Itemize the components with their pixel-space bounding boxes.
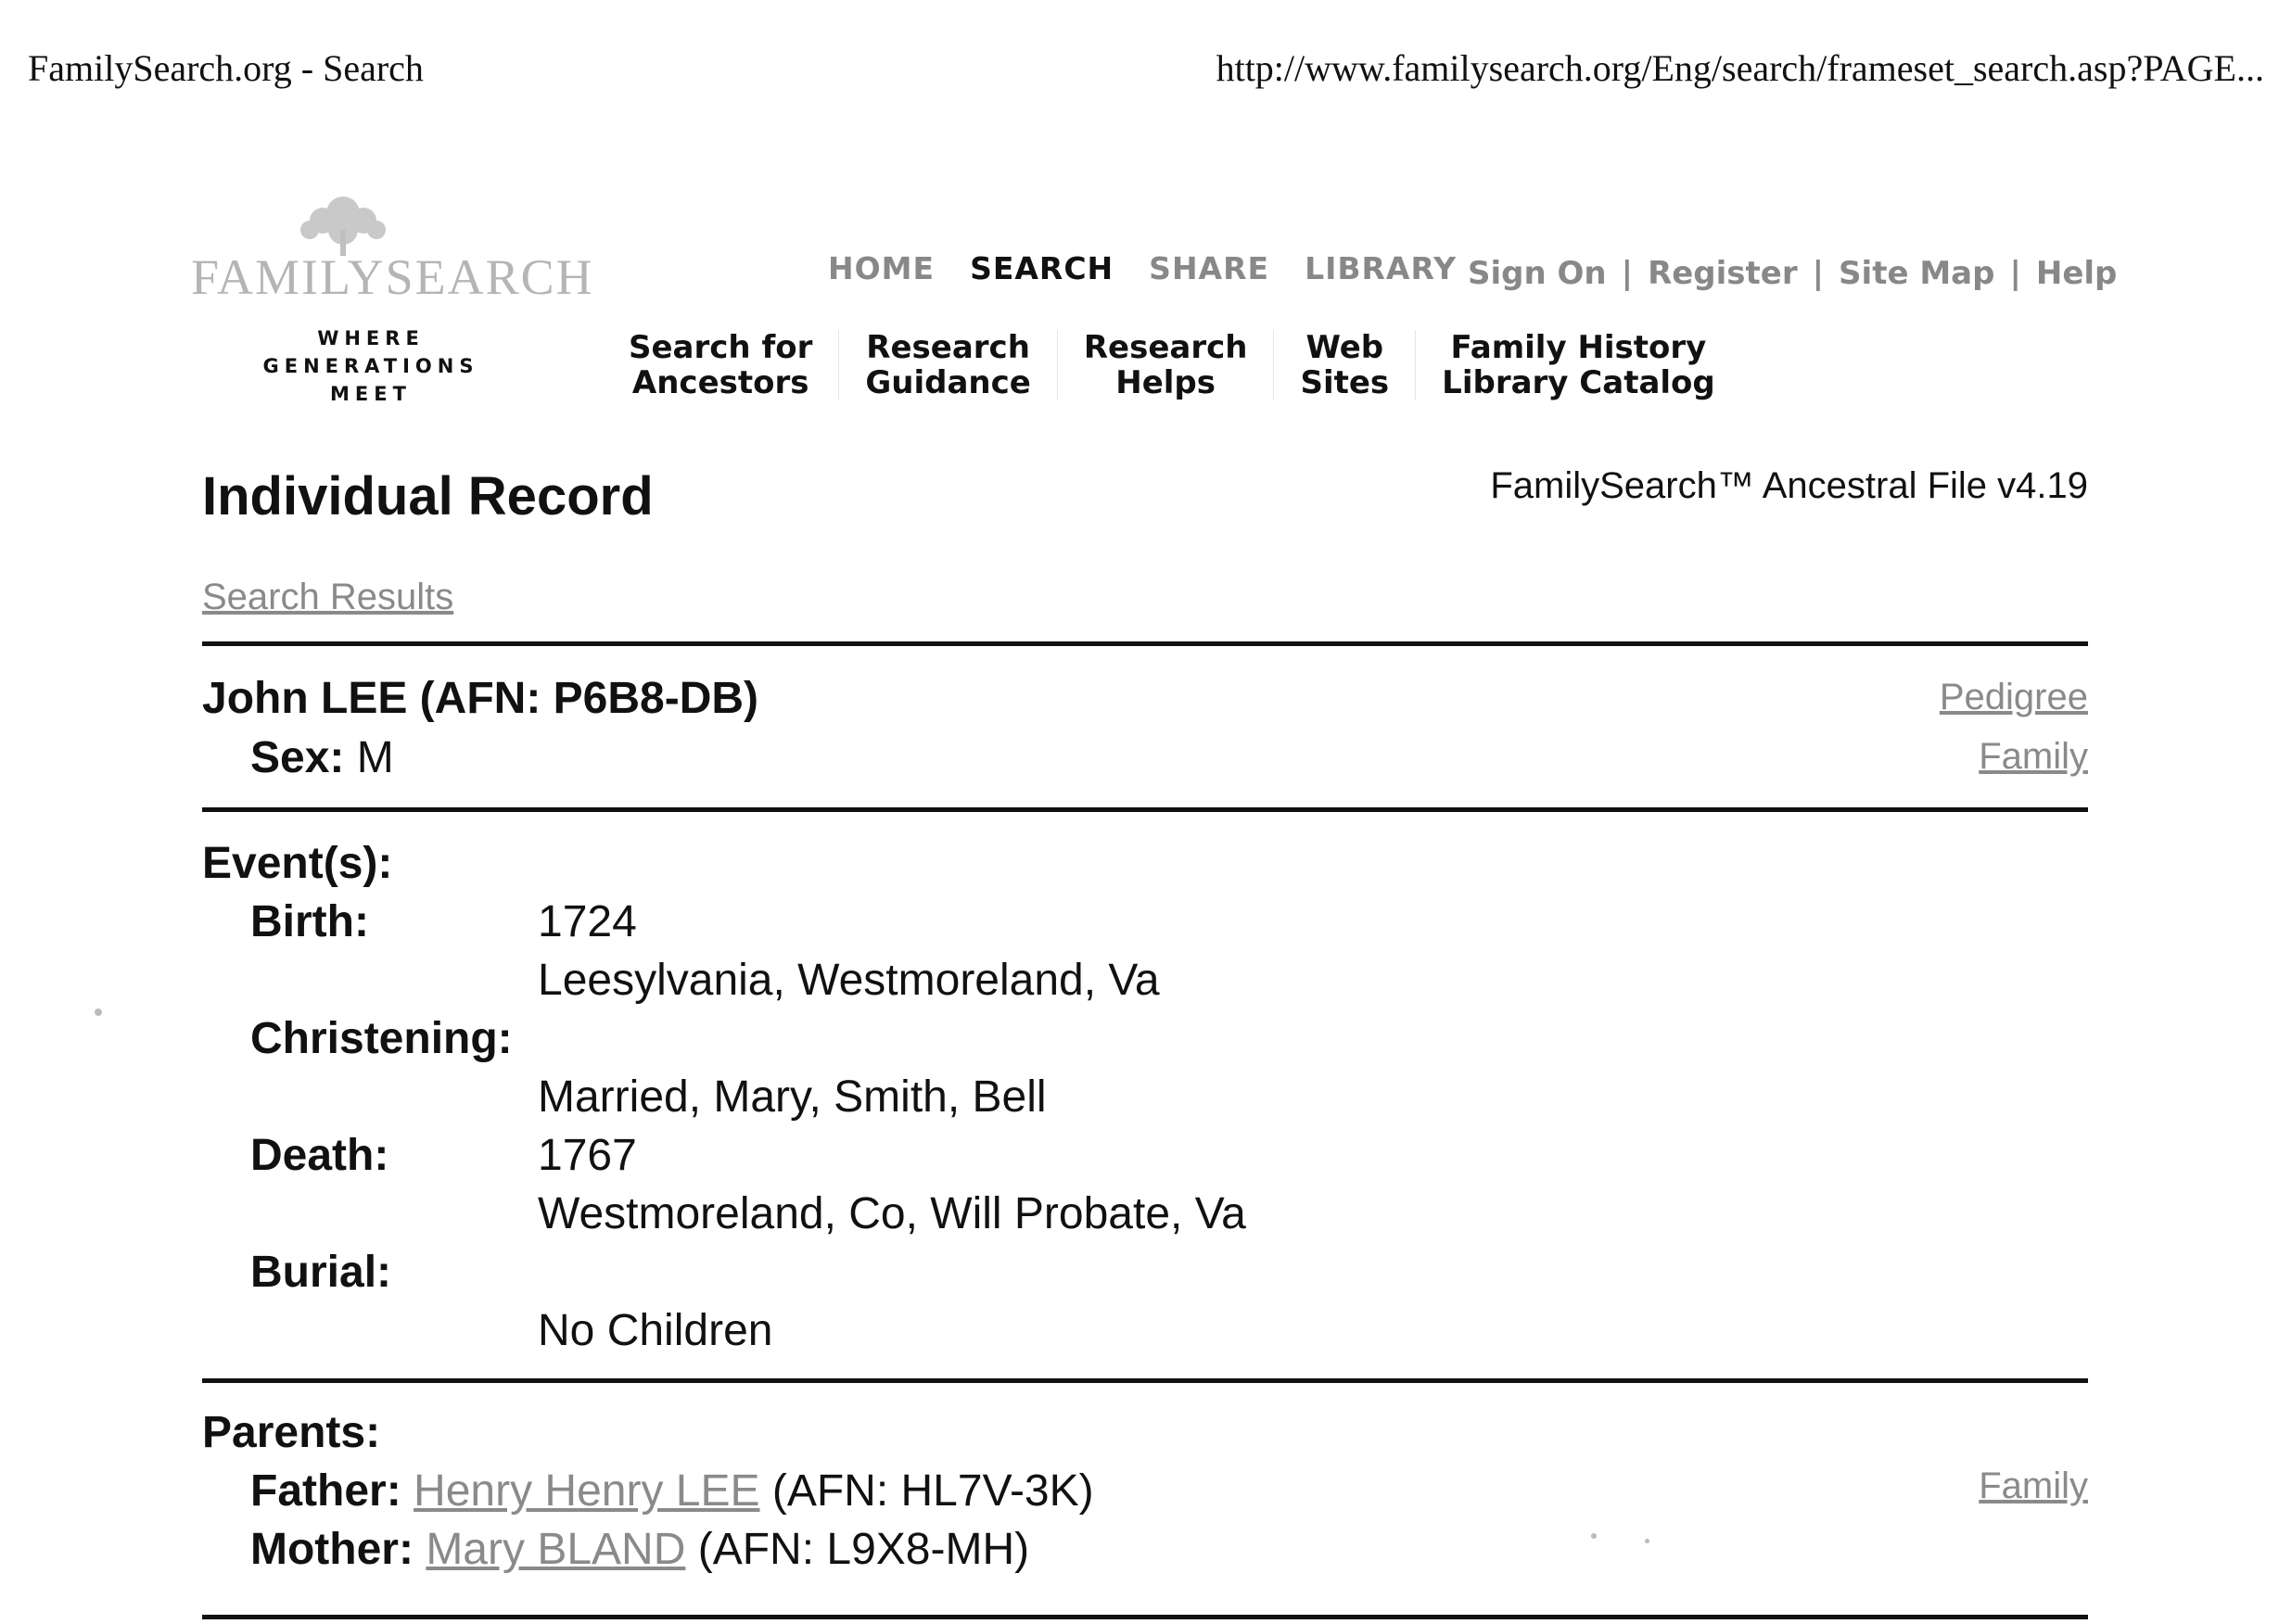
parents-heading: Parents:	[202, 1408, 381, 1457]
nav-library[interactable]: LIBRARY	[1305, 250, 1457, 286]
events-heading: Event(s):	[202, 839, 393, 888]
birth-place: Leesylvania, Westmoreland, Va	[538, 956, 1160, 1005]
death-label: Death:	[250, 1131, 389, 1180]
register-link[interactable]: Register	[1648, 255, 1798, 292]
print-header-title: FamilySearch.org - Search	[28, 47, 424, 89]
tagline-line: GENERATIONS	[262, 355, 479, 377]
christening-label: Christening:	[250, 1014, 513, 1063]
subnav-search-for-ancestors[interactable]: Search for Ancestors	[629, 329, 813, 401]
print-header-url: http://www.familysearch.org/Eng/search/frameset_search.asp?PAGE...	[1216, 47, 2264, 89]
christening-place: Married, Mary, Smith, Bell	[538, 1072, 1047, 1122]
person-name: John LEE (AFN: P6B8-DB)	[202, 674, 758, 723]
divider	[202, 1615, 2088, 1619]
pedigree-link[interactable]: Pedigree	[1939, 677, 2088, 717]
familysearch-logo[interactable]: FAMILYSEARCH	[191, 249, 594, 305]
divider	[202, 807, 2088, 812]
sign-on-link[interactable]: Sign On	[1468, 255, 1607, 292]
subnav-research-helps[interactable]: Research Helps	[1057, 330, 1274, 400]
site-map-link[interactable]: Site Map	[1839, 255, 1995, 292]
father-row	[250, 1465, 1094, 1516]
birth-label: Birth:	[250, 897, 369, 946]
subnav-research-guidance[interactable]: Research Guidance	[838, 330, 1056, 400]
divider	[202, 641, 2088, 646]
link-separator: |	[1812, 255, 1825, 292]
nav-share[interactable]: SHARE	[1149, 250, 1270, 286]
page-title: Individual Record	[202, 466, 654, 527]
divider	[202, 1378, 2088, 1383]
father-label: Father:	[250, 1466, 401, 1516]
logo-tagline	[232, 324, 510, 408]
scan-speck	[95, 1009, 102, 1016]
sex-row	[250, 732, 394, 783]
family-link[interactable]: Family	[1979, 736, 2088, 777]
father-name-link[interactable]: Henry Henry LEE	[414, 1466, 760, 1516]
mother-name-link[interactable]: Mary BLAND	[426, 1525, 686, 1574]
mother-afn: (AFN: L9X8-MH)	[697, 1525, 1030, 1574]
nav-home[interactable]: HOME	[828, 250, 936, 286]
link-separator: |	[1621, 255, 1634, 292]
father-afn: (AFN: HL7V-3K)	[771, 1466, 1094, 1516]
death-place: Westmoreland, Co, Will Probate, Va	[538, 1189, 1246, 1238]
subnav-library-catalog[interactable]: Family History Library Catalog	[1415, 330, 1741, 400]
scan-speck	[1591, 1533, 1597, 1539]
search-subnav	[603, 330, 1741, 400]
sex-label: Sex:	[250, 733, 345, 782]
search-results-link[interactable]: Search Results	[202, 577, 454, 617]
sex-value: M	[356, 733, 394, 782]
help-link[interactable]: Help	[2035, 255, 2118, 292]
birth-date: 1724	[538, 897, 637, 946]
tagline-line: MEET	[330, 383, 412, 405]
death-date: 1767	[538, 1131, 637, 1180]
subnav-web-sites[interactable]: Web Sites	[1273, 330, 1415, 400]
scan-speck	[1645, 1539, 1649, 1543]
burial-place: No Children	[538, 1306, 773, 1355]
link-separator: |	[2009, 255, 2021, 292]
parents-family-link[interactable]: Family	[1979, 1465, 2088, 1506]
product-label: FamilySearch™ Ancestral File v4.19	[1490, 465, 2088, 506]
utility-links	[1468, 255, 2117, 292]
tagline-line: WHERE	[317, 327, 425, 349]
main-nav	[828, 250, 1492, 286]
nav-search[interactable]: SEARCH	[970, 250, 1114, 286]
mother-label: Mother:	[250, 1525, 414, 1574]
burial-label: Burial:	[250, 1248, 392, 1297]
mother-row	[250, 1524, 1029, 1575]
